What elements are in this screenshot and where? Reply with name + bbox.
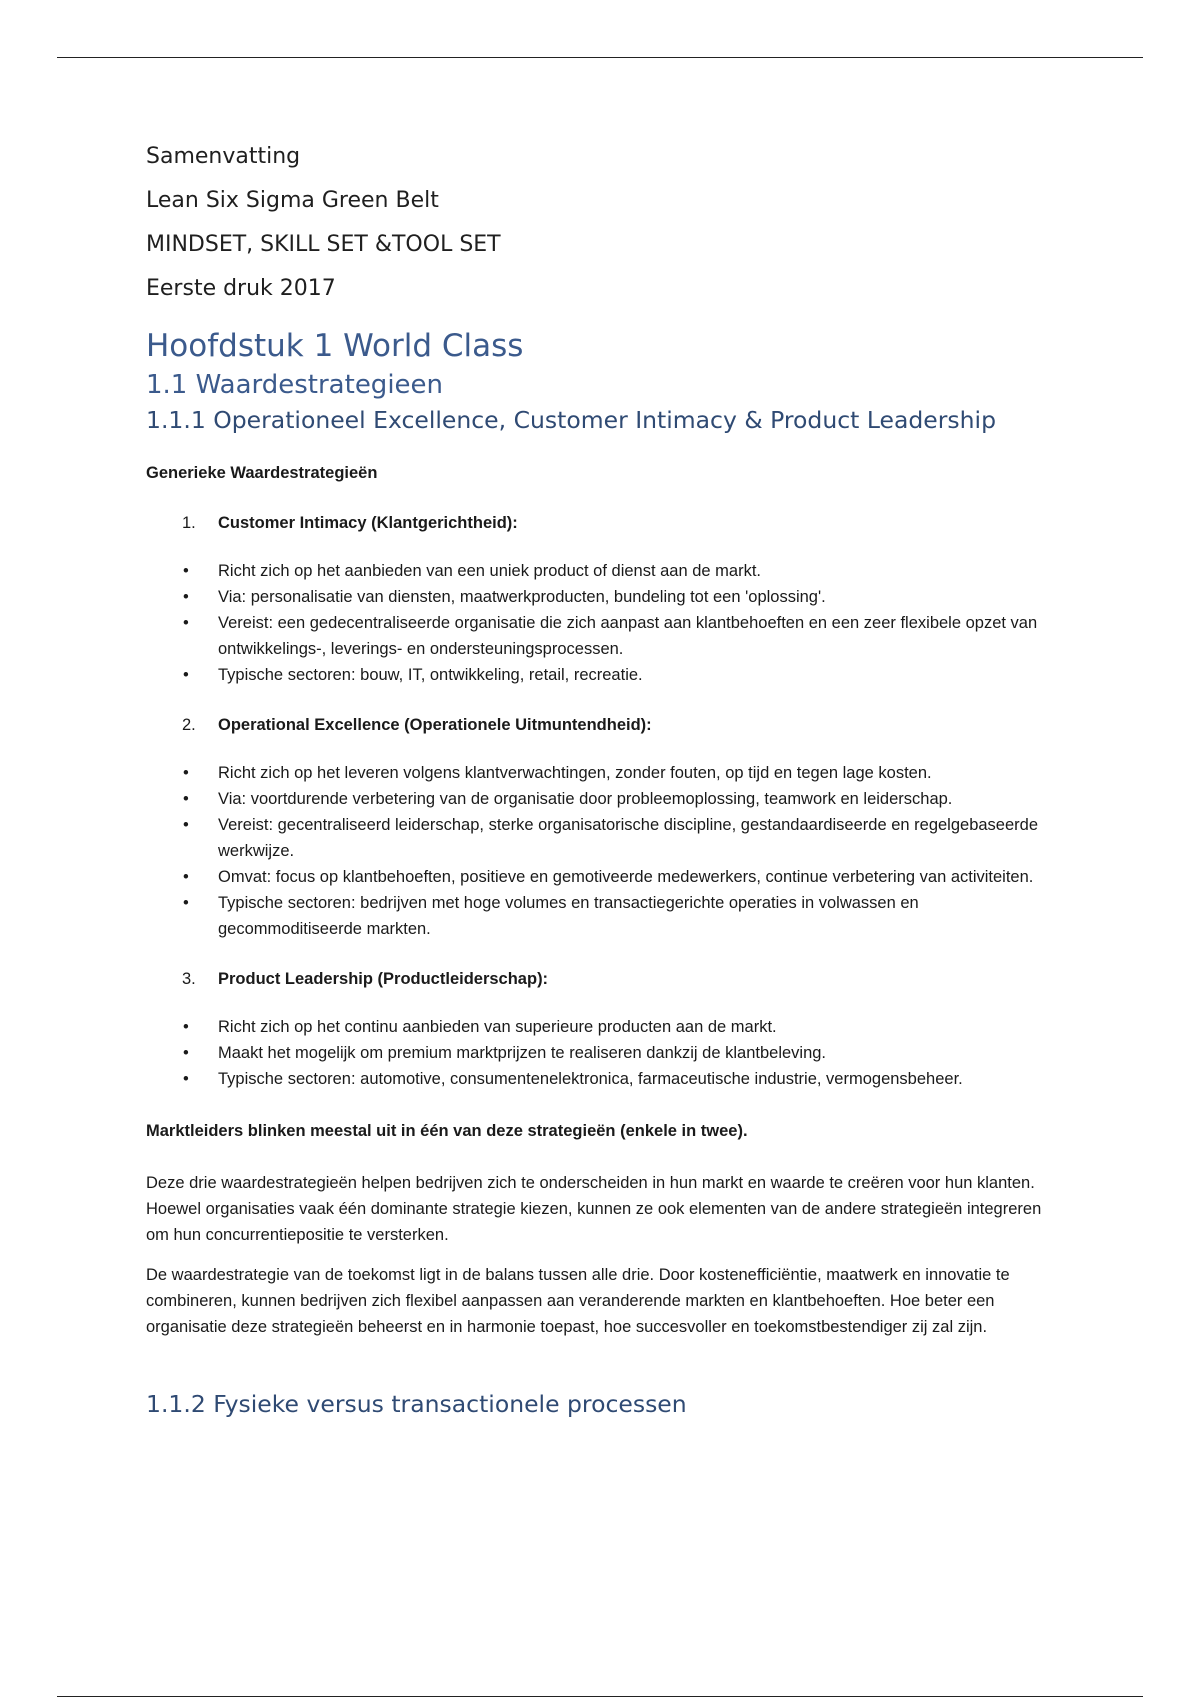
list-item	[146, 558, 1066, 584]
bullet-icon: •	[183, 562, 189, 580]
document-page	[146, 142, 1066, 1420]
body-paragraph: Deze drie waardestrategieën helpen bedrijven zich te onderscheiden in hun markt en waarde te creëren voor hun klanten. Hoewel organisaties vaak één dominante strategie kiezen, kunnen ze ook elementen van de andere strategieën integreren om hun concurrentiepositie te versterken.	[146, 1174, 1042, 1244]
page-bottom-border	[57, 1696, 1143, 1697]
list-item	[146, 662, 1066, 688]
bullet-icon: •	[183, 1044, 189, 1062]
page-top-border	[57, 57, 1143, 58]
bullet-icon: •	[183, 666, 189, 684]
list-item	[146, 890, 1066, 942]
list-item	[146, 1040, 1066, 1066]
list-item-text: Maakt het mogelijk om premium marktprijzen te realiseren dankzij de klantbeleving.	[218, 1044, 827, 1062]
bullet-icon: •	[183, 816, 189, 834]
bullet-icon: •	[183, 588, 189, 606]
list-item-text: Vereist: gecentraliseerd leiderschap, sterke organisatorische discipline, gestandaardiseerde en regelgebaseerde werkwijze.	[218, 816, 1038, 860]
section-heading: 1.1 Waardestrategieen	[146, 370, 444, 400]
list-item-text: Via: personalisatie van diensten, maatwerkproducten, bundeling tot een 'oplossing'.	[218, 588, 826, 606]
strategy-item	[146, 712, 1066, 738]
bullet-icon: •	[183, 1070, 189, 1088]
list-item-text: Richt zich op het aanbieden van een uniek product of dienst aan de markt.	[218, 562, 762, 580]
list-item	[146, 584, 1066, 610]
strategy-bullet-list	[146, 760, 1066, 942]
list-item	[146, 864, 1066, 890]
list-item-text: Vereist: een gedecentraliseerde organisatie die zich aanpast aan klantbehoeften en een zeer flexibele opzet van ontwikkelings-, leverings- en ondersteuningsprocessen.	[218, 614, 1038, 658]
bullet-icon: •	[183, 1018, 189, 1036]
cover-subtitle: Lean Six Sigma Green Belt	[146, 188, 439, 213]
strategy-title: Product Leadership (Productleiderschap):	[218, 970, 549, 988]
list-item	[146, 610, 1066, 662]
body-paragraph: De waardestrategie van de toekomst ligt in de balans tussen alle drie. Door kostenefficiëntie, maatwerk en innovatie te combineren, kunnen bedrijven zich flexibel aanpassen aan veranderende markten en klantbehoeften. Hoe beter een organisatie deze strategieën beheerst en in harmonie toepast, hoe succesvoller en toekomstbestendiger zij zal zijn.	[146, 1266, 1010, 1336]
strategy-title: Operational Excellence (Operationele Uitmuntendheid):	[218, 716, 652, 734]
strategy-bullet-list	[146, 1014, 1066, 1092]
list-item	[146, 786, 1066, 812]
bullet-icon: •	[183, 614, 189, 632]
strategy-item	[146, 510, 1066, 536]
list-item-text: Typische sectoren: bedrijven met hoge volumes en transactiegerichte operaties in volwassen en gecommoditiseerde markten.	[218, 894, 919, 938]
strategy-bullet-list	[146, 558, 1066, 688]
list-item	[146, 1014, 1066, 1040]
conclusion-statement: Marktleiders blinken meestal uit in één van deze strategieën (enkele in twee).	[146, 1122, 748, 1140]
cover-title: Samenvatting	[146, 144, 301, 169]
subsection-heading: 1.1.1 Operationeel Excellence, Customer Intimacy & Product Leadership	[146, 406, 997, 434]
subsection-heading: 1.1.2 Fysieke versus transactionele processen	[146, 1390, 687, 1418]
bullet-icon: •	[183, 868, 189, 886]
list-item	[146, 812, 1066, 864]
chapter-heading: Hoofdstuk 1 World Class	[146, 328, 524, 364]
list-item	[146, 760, 1066, 786]
list-item-text: Typische sectoren: automotive, consumentenelektronica, farmaceutische industrie, vermogensbeheer.	[218, 1070, 963, 1088]
strategy-title: Customer Intimacy (Klantgerichtheid):	[218, 514, 518, 532]
strategy-number: 3.	[182, 970, 196, 988]
bullet-icon: •	[183, 764, 189, 782]
strategy-item	[146, 966, 1066, 992]
list-item	[146, 1066, 1066, 1092]
bullet-icon: •	[183, 790, 189, 808]
strategy-number: 1.	[182, 514, 196, 532]
list-item-text: Via: voortdurende verbetering van de organisatie door probleemoplossing, teamwork en leiderschap.	[218, 790, 953, 808]
list-item-text: Omvat: focus op klantbehoeften, positieve en gemotiveerde medewerkers, continue verbetering van activiteiten.	[218, 868, 1034, 886]
list-item-text: Richt zich op het continu aanbieden van superieure producten aan de markt.	[218, 1018, 777, 1036]
generic-strategies-subhead: Generieke Waardestrategieën	[146, 464, 378, 482]
cover-tagline: MINDSET, SKILL SET &TOOL SET	[146, 232, 501, 257]
cover-edition: Eerste druk 2017	[146, 276, 336, 301]
strategy-number: 2.	[182, 716, 196, 734]
bullet-icon: •	[183, 894, 189, 912]
list-item-text: Richt zich op het leveren volgens klantverwachtingen, zonder fouten, op tijd en tegen lage kosten.	[218, 764, 932, 782]
list-item-text: Typische sectoren: bouw, IT, ontwikkeling, retail, recreatie.	[218, 666, 643, 684]
